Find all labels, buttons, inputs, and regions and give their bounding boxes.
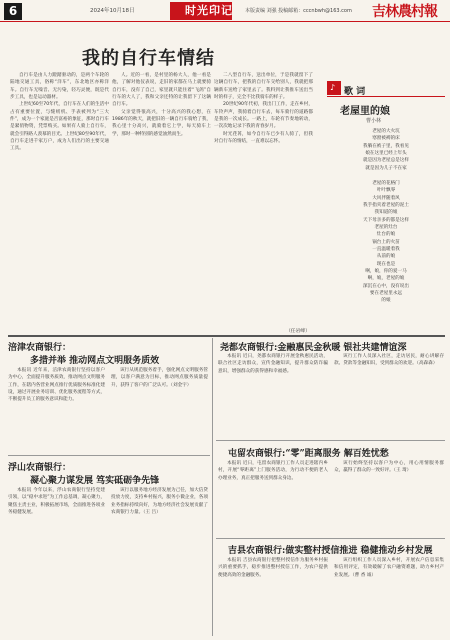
paragraph: 本报讯 近日，尧都农商银行开展金秋惠民活动，联合社区走访群众，宣传金融知识，提升群众防诈骗意识，增强群众的获得感和幸福感。 (218, 354, 328, 374)
paragraph: 上世纪60至70年代，自行车在人们的生活中占有重要位置，与缝纫机、手表被列为“三大件”，成为一个家庭是否富裕的象征，那时自行车是紧俏物资，凭票购买。如果有人骑上自行车，就会引得路人羡慕的目光。上世纪80至90年代，自行车走进千家万户，成为人们出行的主要交通工具。 (10, 102, 109, 152)
editor-info: 本版责编 刘强 投稿邮箱：cccnbwh@163.com (245, 8, 352, 14)
article-title: 吉县农商银行:做实整村授信推进 稳健推动乡村发展 (228, 546, 433, 556)
paragraph: 本报讯 近日，屯留农商银行工作人员走进辖内乡村，开展“零距离”上门服务活动，为行动不便的老人办理业务，真正把服务送到群众身边。 (218, 461, 328, 481)
poem-stanza: 老屋的灶台 灶台的娘 锅台上的火苗 一直温暖着我 从前的娘 现在也是 (372, 225, 400, 267)
main-article-column-1 (10, 72, 109, 312)
poem-title: 老屋里的娘 (340, 106, 390, 117)
article-body (8, 367, 208, 452)
poem-stanza: 老屋的大火坑 寒窗被褥的床 我躺在被子里，我看见 娘在这里已经上年头 就是因为老屋总是这样 就是因为儿子不在家 (363, 129, 409, 171)
paragraph: 父亲觉得很高兴，十分高兴的我心想，在1986年的秋天，就把旧的一辆自行车骑给了我，我心里十分高兴，就骑着它上学，每天骑车上学，那时一种特别的感觉油然而生。 (112, 109, 211, 137)
paragraph: 该行始终坚持以客户为中心，用心用情服务群众，赢得了群众的一致好评。（王 琦） (334, 461, 444, 474)
paragraph: 时光荏苒，如今自行车已少有人骑了，但我对自行车的情结，一直难以忘怀。 (214, 131, 313, 145)
issue-date: 2024年10月18日 (90, 8, 135, 14)
article-body (218, 557, 444, 637)
article-divider (216, 538, 445, 539)
poem-author: 曹小林 (366, 118, 382, 124)
article-title: 涪津农商银行： (8, 343, 72, 353)
main-article-column-3 (214, 72, 313, 312)
article-title: 屯留农商银行:“零”距离服务 解百姓忧愁 (228, 449, 389, 459)
paragraph: 本报讯 吉县农商银行把整村授信作为服务乡村振兴的重要抓手，稳步推进整村授信工作，为农户提供便捷高效的金融服务。 (218, 558, 328, 578)
article-body (8, 487, 208, 637)
poem-stanza: 啊，娘，你的爱一马 啊，娘，老屋的娘 深沉在心中，没有说出 要在老屋里永远 的娘 (363, 269, 409, 304)
article-subtitle: 凝心聚力谋发展 笃实砥砺争先锋 (30, 476, 160, 486)
header-rule (0, 21, 450, 22)
article-body (218, 353, 444, 436)
article-divider (8, 455, 210, 456)
paragraph: 20世纪90年代初，我出门工作，走在乡村，车铃声声，我骑着自行车去，每车骑行的道路都是我的一次成长。一路上，车轮有节奏地转动，一次次地记录下我的青春岁月。 (214, 102, 313, 130)
poem-stanza: 老屋的花格门 叶叶飘零 大风伴随着风 我手指夹着老屋的泥土 我知道的娘 天下母亲多的都是这样 (363, 181, 409, 223)
column-divider (212, 338, 213, 636)
masthead-logo: 吉林農村報 (372, 4, 437, 20)
article-body (218, 460, 444, 535)
paragraph: 该行从规范服务着手，强化网点文明服务管理，以客户满意为目标，推动网点服务质量提升，获得了客户的广泛认可。（刘金宇） (111, 368, 208, 388)
main-article-title: 我的自行车情结 (82, 48, 215, 69)
paragraph: 本报讯 近年来，涪津农商银行坚持以客户为中心，全面提升服务质效，推动网点文明服务工作，在辖内各营业网点推行优质服务标准化建设，通过开展业务培训、优化服务流程等方式，不断提升员工的服务意识和能力。 (8, 368, 105, 403)
poetry-section-label: 歌 词 (344, 87, 366, 97)
paragraph: 该行以服务地方经济发展为己任，加大信贷投放力度，支持乡村振兴，服务小微企业，各项业务指标持续向好，为地方经济社会发展贡献了农商银行力量。（王 吕） (111, 488, 208, 516)
article-title: 浮山农商银行： (8, 463, 72, 473)
column-title: 时光印记 (185, 4, 233, 17)
section-divider (8, 335, 445, 337)
music-note-icon: ♪ (330, 83, 336, 92)
article-divider (216, 440, 445, 441)
article-subtitle: 多措并举 推动网点文明服务质效 (30, 356, 160, 366)
main-article-column-2 (112, 72, 211, 312)
page-number: 6 (4, 3, 22, 20)
paragraph: 该行工作人员深入社区，走访居民，耐心讲解存款、贷款等金融知识，受到群众的欢迎。（高森森） (334, 354, 444, 367)
paragraph: 人。近的一看，是村里的杨大人，他一看是他，了解对他仪表说，走旧的家都在马上就要骑自行车，没有了自己，家里就只能住着“飞鸽”自行车的大人了，我和父亲还特的让我留下了这辆自行车。 (112, 73, 211, 108)
main-article-signature: （任岩峰） (286, 329, 310, 334)
article-title: 尧都农商银行:金融惠民金秋暖 银社共建情谊深 (220, 343, 407, 353)
paragraph: 二八型自行车，送出单位，于是我就留下了这辆自行车，把我的自行车交给别人，我就把那辆新车送给了家里去了。我料到让我推车送出当时的样子，完全不比我骑车的样子。 (214, 73, 313, 101)
paragraph: 该行组织工作人员深入乡村，开展农户信息采集和信用评定，有效破解了农户融资难题，助力乡村产业发展。（曹 香 诚） (334, 558, 444, 578)
paragraph: 自行车是由人力蹬踏驱动的，是两个车轮的陆地交通工具，俗称“洋车”，东北地区亦称洋车。自行车无噪音、无污染，轻巧灵便，既是代步工具，也是运动器材。 (10, 73, 109, 101)
paragraph: 本报讯 今年以来，浮山农商银行坚持党建引领，以“稳中求进”为工作总基调，凝心聚力，聚焦主责主业，积极拓展市场，全面推进各项业务稳健发展。 (8, 488, 105, 516)
